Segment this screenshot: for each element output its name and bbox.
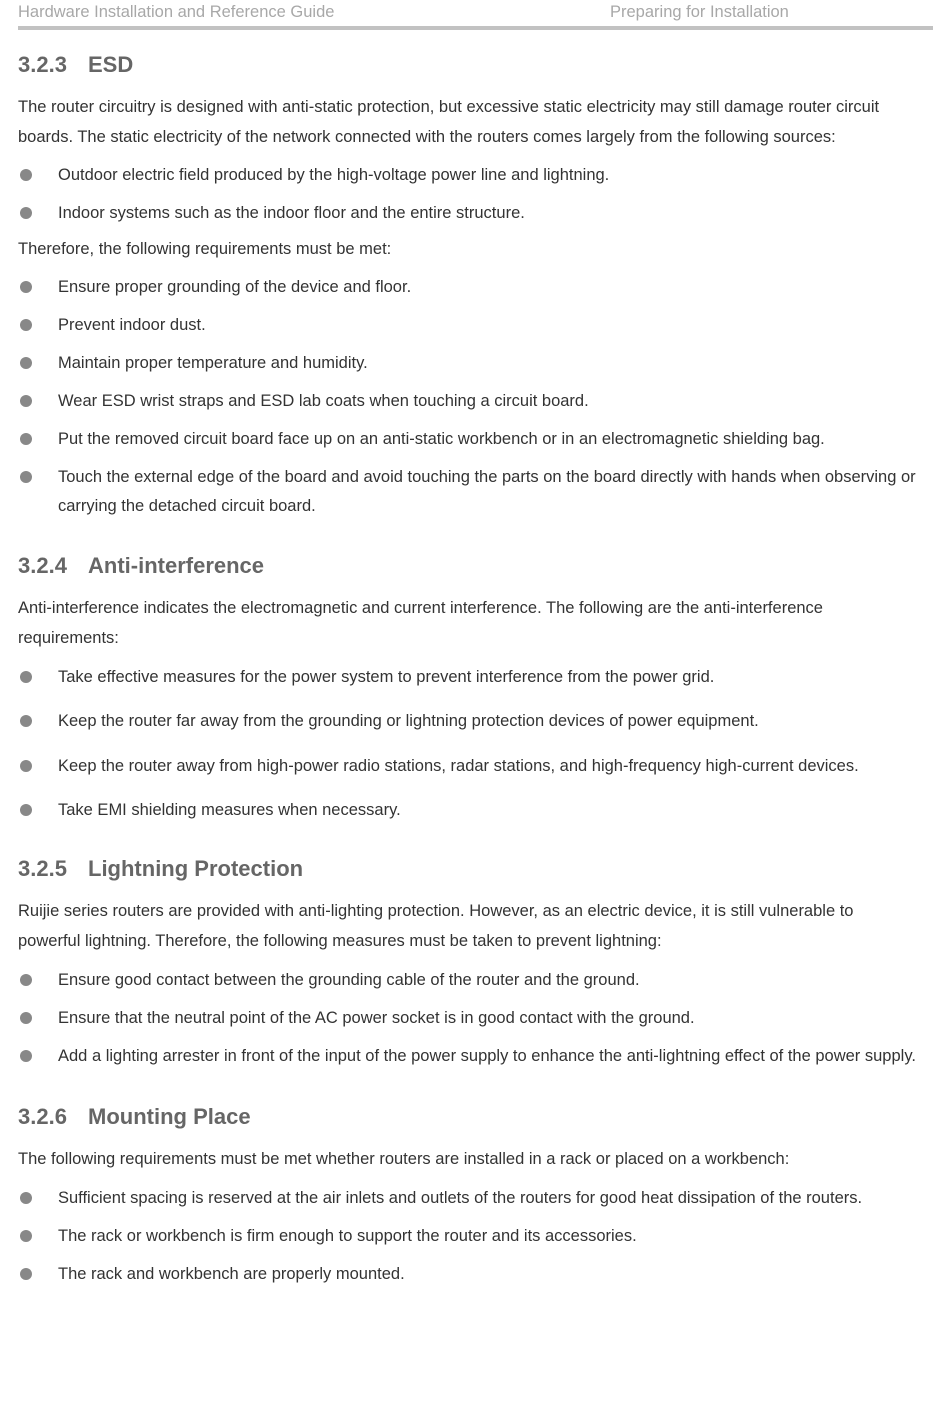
bullet-dot-icon bbox=[20, 715, 32, 727]
section-heading-lightning-protection bbox=[18, 854, 918, 884]
list-item-text: Keep the router far away from the grounding or lightning protection devices of power equipment. bbox=[58, 712, 759, 731]
list-item-text: Ensure that the neutral point of the AC power socket is in good contact with the ground. bbox=[58, 1009, 695, 1028]
list-item bbox=[18, 707, 918, 736]
section-title: ESD bbox=[88, 52, 134, 77]
esd-requirements-intro: Therefore, the following requirements must be met: bbox=[18, 239, 392, 258]
lightning-protection-list bbox=[18, 966, 918, 1071]
list-item bbox=[18, 161, 918, 190]
page-header bbox=[18, 0, 933, 30]
section-number: 3.2.4 bbox=[18, 553, 67, 578]
bullet-dot-icon bbox=[20, 1268, 32, 1280]
section-title: Anti-interference bbox=[88, 553, 265, 578]
bullet-dot-icon bbox=[20, 395, 32, 407]
list-item-text: Prevent indoor dust. bbox=[58, 316, 206, 334]
bullet-dot-icon bbox=[20, 760, 32, 772]
section-number: 3.2.6 bbox=[18, 1103, 67, 1129]
section-title: Lightning Protection bbox=[88, 856, 304, 882]
list-item bbox=[18, 273, 918, 302]
mounting-place-list bbox=[18, 1184, 918, 1289]
section-title: Mounting Place bbox=[88, 1103, 251, 1129]
bullet-dot-icon bbox=[20, 1050, 32, 1062]
bullet-dot-icon bbox=[20, 281, 32, 293]
anti-interference-intro-paragraph: Anti-interference indicates the electromagnetic and current interference. The following are the anti-interference requirements: bbox=[18, 599, 823, 647]
anti-interference-list bbox=[18, 663, 918, 824]
esd-intro-paragraph: The router circuitry is designed with anti-static protection, but excessive static electricity may still damage router circuit boards. The static electricity of the network connected with the routers comes largely from the following sources: bbox=[18, 98, 880, 146]
bullet-dot-icon bbox=[20, 1192, 32, 1204]
list-item-text: Touch the external edge of the board and avoid touching the parts on the board directly with hands when observing or carrying the detached circuit board. bbox=[58, 468, 916, 515]
list-item-text: Take EMI shielding measures when necessary. bbox=[58, 800, 401, 819]
section-heading-anti-interference bbox=[18, 551, 918, 581]
bullet-dot-icon bbox=[20, 1012, 32, 1024]
section-number: 3.2.3 bbox=[18, 52, 67, 77]
bullet-dot-icon bbox=[20, 357, 32, 369]
list-item bbox=[18, 199, 918, 228]
bullet-dot-icon bbox=[20, 169, 32, 181]
list-item-text: Indoor systems such as the indoor floor and the entire structure. bbox=[58, 204, 525, 222]
list-item-text: Maintain proper temperature and humidity. bbox=[58, 354, 368, 372]
list-item bbox=[18, 463, 918, 520]
bullet-dot-icon bbox=[20, 974, 32, 986]
list-item bbox=[18, 387, 918, 416]
bullet-dot-icon bbox=[20, 804, 32, 816]
list-item bbox=[18, 1260, 918, 1289]
list-item-text: Ensure good contact between the grounding cable of the router and the ground. bbox=[58, 971, 640, 990]
list-item bbox=[18, 663, 918, 692]
header-chapter-title: Preparing for Installation bbox=[610, 3, 789, 21]
esd-sources-list bbox=[18, 161, 918, 228]
list-item-text: The rack or workbench is firm enough to support the router and its accessories. bbox=[58, 1227, 637, 1246]
list-item bbox=[18, 425, 918, 454]
header-guide-title: Hardware Installation and Reference Guide bbox=[18, 3, 335, 21]
list-item bbox=[18, 966, 918, 995]
list-item-text: Sufficient spacing is reserved at the air inlets and outlets of the routers for good heat dissipation of the routers. bbox=[58, 1189, 863, 1208]
list-item-text: Add a lighting arrester in front of the input of the power supply to enhance the anti-lightning effect of the power supply. bbox=[58, 1047, 916, 1066]
mounting-place-intro-paragraph: The following requirements must be met whether routers are installed in a rack or placed on a workbench: bbox=[18, 1149, 790, 1168]
page-content bbox=[18, 50, 918, 1289]
bullet-dot-icon bbox=[20, 671, 32, 683]
list-item bbox=[18, 796, 918, 825]
bullet-dot-icon bbox=[20, 433, 32, 445]
lightning-protection-intro-paragraph: Ruijie series routers are provided with anti-lighting protection. However, as an electric device, it is still vulnerable to powerful lightning. Therefore, the following measures must be taken to prevent lightning: bbox=[18, 902, 854, 950]
list-item-text: Take effective measures for the power system to prevent interference from the power grid. bbox=[58, 668, 715, 686]
bullet-dot-icon bbox=[20, 207, 32, 219]
bullet-dot-icon bbox=[20, 319, 32, 331]
bullet-dot-icon bbox=[20, 471, 32, 483]
section-heading-esd bbox=[18, 50, 918, 80]
list-item bbox=[18, 311, 918, 340]
bullet-dot-icon bbox=[20, 1230, 32, 1242]
list-item bbox=[18, 752, 918, 781]
section-number: 3.2.5 bbox=[18, 856, 67, 882]
list-item bbox=[18, 1042, 918, 1071]
list-item-text: Wear ESD wrist straps and ESD lab coats when touching a circuit board. bbox=[58, 392, 589, 410]
section-heading-mounting-place bbox=[18, 1102, 918, 1132]
esd-requirements-list bbox=[18, 273, 918, 520]
list-item-text: Put the removed circuit board face up on an anti-static workbench or in an electromagnetic shielding bag. bbox=[58, 430, 825, 448]
list-item bbox=[18, 1222, 918, 1251]
list-item bbox=[18, 1184, 918, 1213]
list-item-text: Ensure proper grounding of the device and floor. bbox=[58, 278, 412, 296]
list-item bbox=[18, 349, 918, 378]
list-item-text: The rack and workbench are properly mounted. bbox=[58, 1265, 405, 1284]
list-item bbox=[18, 1004, 918, 1033]
list-item-text: Outdoor electric field produced by the high-voltage power line and lightning. bbox=[58, 166, 610, 184]
list-item-text: Keep the router away from high-power radio stations, radar stations, and high-frequency high-current devices. bbox=[58, 756, 859, 775]
